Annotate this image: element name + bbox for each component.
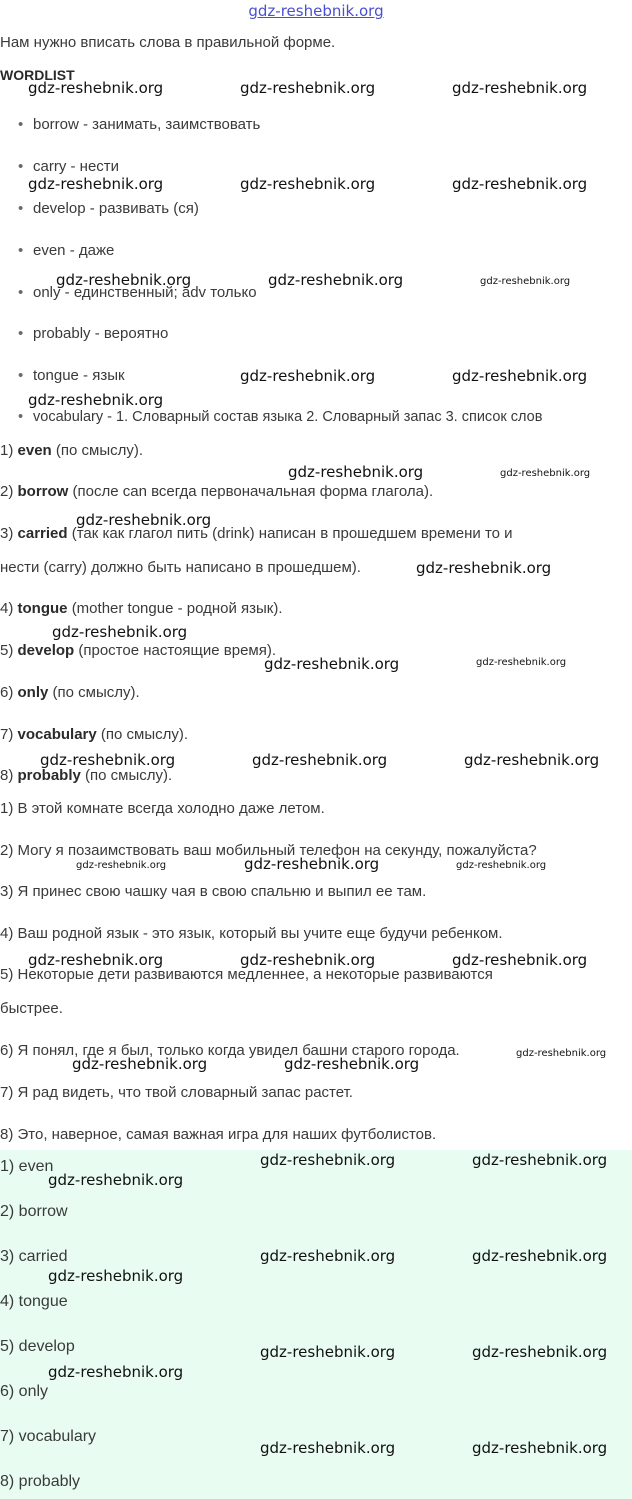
wordlist-item-text: borrow - занимать, заимствовать <box>33 116 261 133</box>
bullet-icon: • <box>18 116 24 133</box>
final-answer: 8) probably <box>0 1473 81 1490</box>
watermark: gdz-reshebnik.org <box>288 463 424 481</box>
watermark: gdz-reshebnik.org <box>472 1247 608 1265</box>
wordlist-item <box>18 242 114 259</box>
final-answer: 7) vocabulary <box>0 1428 97 1445</box>
watermark: gdz-reshebnik.org <box>268 271 404 289</box>
answer-word: only <box>17 684 49 701</box>
watermark: gdz-reshebnik.org <box>40 751 176 769</box>
bullet-icon: • <box>18 367 24 384</box>
explanation-line: 8) probably (по смыслу). <box>0 767 173 784</box>
site-header-link[interactable]: gdz-reshebnik.org <box>248 2 384 20</box>
watermark: gdz-reshebnik.org <box>260 1439 396 1457</box>
wordlist-item <box>18 409 542 425</box>
watermark: gdz-reshebnik.org <box>464 751 600 769</box>
watermark: gdz-reshebnik.org <box>28 391 164 409</box>
watermark: gdz-reshebnik.org <box>480 276 571 287</box>
explanation-line: 2) borrow (после can всегда первоначальная форма глагола). <box>0 483 434 500</box>
translation-line: 6) Я понял, где я был, только когда увидел башни старого города. <box>0 1042 460 1059</box>
translation-line: 4) Ваш родной язык - это язык, который вы учите еще будучи ребенком. <box>0 925 503 942</box>
bullet-icon: • <box>18 242 24 259</box>
watermark: gdz-reshebnik.org <box>76 511 212 529</box>
watermark: gdz-reshebnik.org <box>260 1343 396 1361</box>
watermark: gdz-reshebnik.org <box>452 367 588 385</box>
answer-word: develop <box>17 642 75 659</box>
watermark: gdz-reshebnik.org <box>472 1151 608 1169</box>
explanation-line-cont: нести (carry) должно быть написано в прошедшем). <box>0 559 361 576</box>
watermark: gdz-reshebnik.org <box>516 1048 607 1059</box>
translation-line: 7) Я рад видеть, что твой словарный запас растет. <box>0 1084 353 1101</box>
watermark: gdz-reshebnik.org <box>472 1439 608 1457</box>
watermark: gdz-reshebnik.org <box>252 751 388 769</box>
explanation-line: 4) tongue (mother tongue - родной язык). <box>0 600 283 617</box>
wordlist-item <box>18 158 119 175</box>
watermark: gdz-reshebnik.org <box>28 951 164 969</box>
watermark: gdz-reshebnik.org <box>416 559 552 577</box>
watermark: gdz-reshebnik.org <box>240 79 376 97</box>
watermark: gdz-reshebnik.org <box>452 951 588 969</box>
explanation-line: 5) develop (простое настоящие время). <box>0 642 277 659</box>
answer-word: vocabulary <box>17 726 97 743</box>
final-answer: 3) carried <box>0 1248 68 1265</box>
watermark: gdz-reshebnik.org <box>48 1363 184 1381</box>
final-answer: 4) tongue <box>0 1293 68 1310</box>
wordlist-item-text: vocabulary - 1. Словарный состав языка 2. Словарный запас 3. список слов <box>33 409 543 425</box>
translation-line: 8) Это, наверное, самая важная игра для наших футболистов. <box>0 1126 437 1143</box>
final-answer: 6) only <box>0 1383 49 1400</box>
explanation-line: 3) carried (так как глагол пить (drink) написан в прошедшем времени то и <box>0 525 513 542</box>
watermark: gdz-reshebnik.org <box>240 367 376 385</box>
watermark: gdz-reshebnik.org <box>452 175 588 193</box>
watermark: gdz-reshebnik.org <box>76 860 167 871</box>
wordlist-item-text: even - даже <box>33 242 115 259</box>
watermark: gdz-reshebnik.org <box>284 1055 420 1073</box>
wordlist-item <box>18 367 125 384</box>
final-answer: 2) borrow <box>0 1203 68 1220</box>
wordlist-item-text: carry - нести <box>33 158 120 175</box>
watermark: gdz-reshebnik.org <box>56 271 192 289</box>
watermark: gdz-reshebnik.org <box>48 1267 184 1285</box>
bullet-icon: • <box>18 325 24 342</box>
watermark: gdz-reshebnik.org <box>260 1151 396 1169</box>
final-answer: 5) develop <box>0 1338 75 1355</box>
watermark: gdz-reshebnik.org <box>472 1343 608 1361</box>
watermark: gdz-reshebnik.org <box>240 951 376 969</box>
wordlist-item <box>18 325 168 342</box>
watermark: gdz-reshebnik.org <box>52 623 188 641</box>
watermark: gdz-reshebnik.org <box>260 1247 396 1265</box>
answer-word: even <box>17 442 52 459</box>
bullet-icon: • <box>18 284 24 301</box>
watermark: gdz-reshebnik.org <box>476 657 567 668</box>
watermark: gdz-reshebnik.org <box>48 1171 184 1189</box>
watermark: gdz-reshebnik.org <box>264 655 400 673</box>
wordlist-item <box>18 200 199 217</box>
watermark: gdz-reshebnik.org <box>244 855 380 873</box>
wordlist-item <box>18 116 260 133</box>
explanation-line: 6) only (по смыслу). <box>0 684 140 701</box>
translation-line: 3) Я принес свою чашку чая в свою спальню и выпил ее там. <box>0 883 427 900</box>
watermark: gdz-reshebnik.org <box>452 79 588 97</box>
watermark: gdz-reshebnik.org <box>72 1055 208 1073</box>
answer-word: borrow <box>17 483 69 500</box>
wordlist-item-text: only - единственный; adv только <box>33 284 257 301</box>
answer-word: carried <box>17 525 68 542</box>
watermark: gdz-reshebnik.org <box>240 175 376 193</box>
watermark: gdz-reshebnik.org <box>28 175 164 193</box>
bullet-icon: • <box>18 200 24 217</box>
task-intro: Нам нужно вписать слова в правильной форме. <box>0 34 336 51</box>
wordlist-item-text: develop - развивать (ся) <box>33 200 199 217</box>
explanation-line: 7) vocabulary (по смыслу). <box>0 726 189 743</box>
bullet-icon: • <box>18 158 24 175</box>
watermark: gdz-reshebnik.org <box>456 860 547 871</box>
bullet-icon: • <box>18 409 24 425</box>
final-answer: 1) even <box>0 1158 54 1175</box>
watermark: gdz-reshebnik.org <box>500 468 591 479</box>
translation-line: 5) Некоторые дети развиваются медленнее, а некоторые развиваются <box>0 966 493 983</box>
answer-word: tongue <box>17 600 68 617</box>
translation-line-cont: быстрее. <box>0 1000 63 1017</box>
wordlist-heading: WORDLIST <box>0 67 75 83</box>
wordlist-item-text: probably - вероятно <box>33 325 169 342</box>
answer-word: probably <box>17 767 81 784</box>
translation-line: 2) Могу я позаимствовать ваш мобильный телефон на секунду, пожалуйста? <box>0 842 537 859</box>
explanation-line: 1) even (по смыслу). <box>0 442 144 459</box>
watermark: gdz-reshebnik.org <box>28 79 164 97</box>
wordlist-item-text: tongue - язык <box>33 367 125 384</box>
translation-line: 1) В этой комнате всегда холодно даже летом. <box>0 800 325 817</box>
